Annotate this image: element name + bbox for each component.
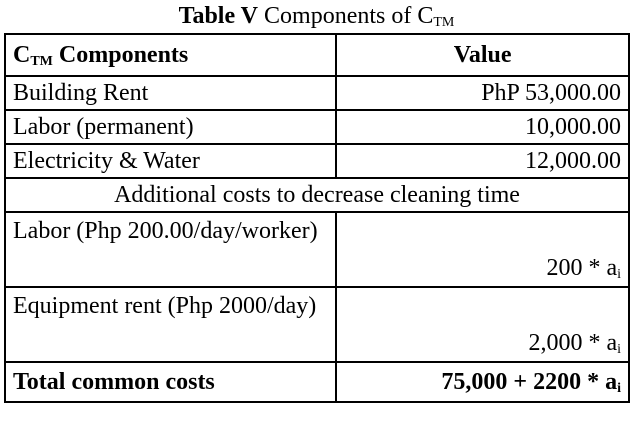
total-value — [336, 362, 629, 402]
row-component: Building Rent — [5, 76, 336, 110]
row-value — [336, 212, 629, 287]
row-value-main: 2,000 * a — [528, 330, 618, 356]
table-row — [5, 76, 629, 110]
caption-label: Table V — [178, 3, 259, 29]
row-value: 12,000.00 — [336, 144, 629, 178]
row-value-subscript: i — [617, 267, 621, 282]
total-value-subscript: i — [617, 381, 621, 396]
header-components-suffix: Components — [52, 42, 189, 68]
section-header: Additional costs to decrease cleaning time — [5, 178, 629, 212]
total-label: Total common costs — [5, 362, 336, 402]
table-caption — [0, 0, 633, 32]
header-components — [5, 34, 336, 76]
table-row — [5, 144, 629, 178]
caption-text — [264, 3, 454, 29]
table-row — [5, 287, 629, 362]
row-value-main: 200 * a — [546, 255, 618, 281]
row-value-subscript: i — [617, 342, 621, 357]
row-value: 10,000.00 — [336, 110, 629, 144]
section-header-row — [5, 178, 629, 212]
table-row — [5, 110, 629, 144]
row-value: PhP 53,000.00 — [336, 76, 629, 110]
caption-text-main: Components of C — [264, 3, 434, 29]
row-component: Labor (Php 200.00/day/worker) — [5, 212, 336, 287]
table-row — [5, 212, 629, 287]
header-components-prefix: C — [13, 42, 31, 68]
total-row — [5, 362, 629, 402]
row-value — [336, 287, 629, 362]
row-component: Equipment rent (Php 2000/day) — [5, 287, 336, 362]
row-component: Labor (permanent) — [5, 110, 336, 144]
total-value-main: 75,000 + 2200 * a — [441, 369, 618, 395]
header-components-subscript: TM — [30, 54, 53, 69]
row-component: Electricity & Water — [5, 144, 336, 178]
header-value: Value — [336, 34, 629, 76]
caption-subscript: TM — [433, 15, 455, 30]
table-header-row — [5, 34, 629, 76]
cost-components-table — [4, 33, 630, 403]
